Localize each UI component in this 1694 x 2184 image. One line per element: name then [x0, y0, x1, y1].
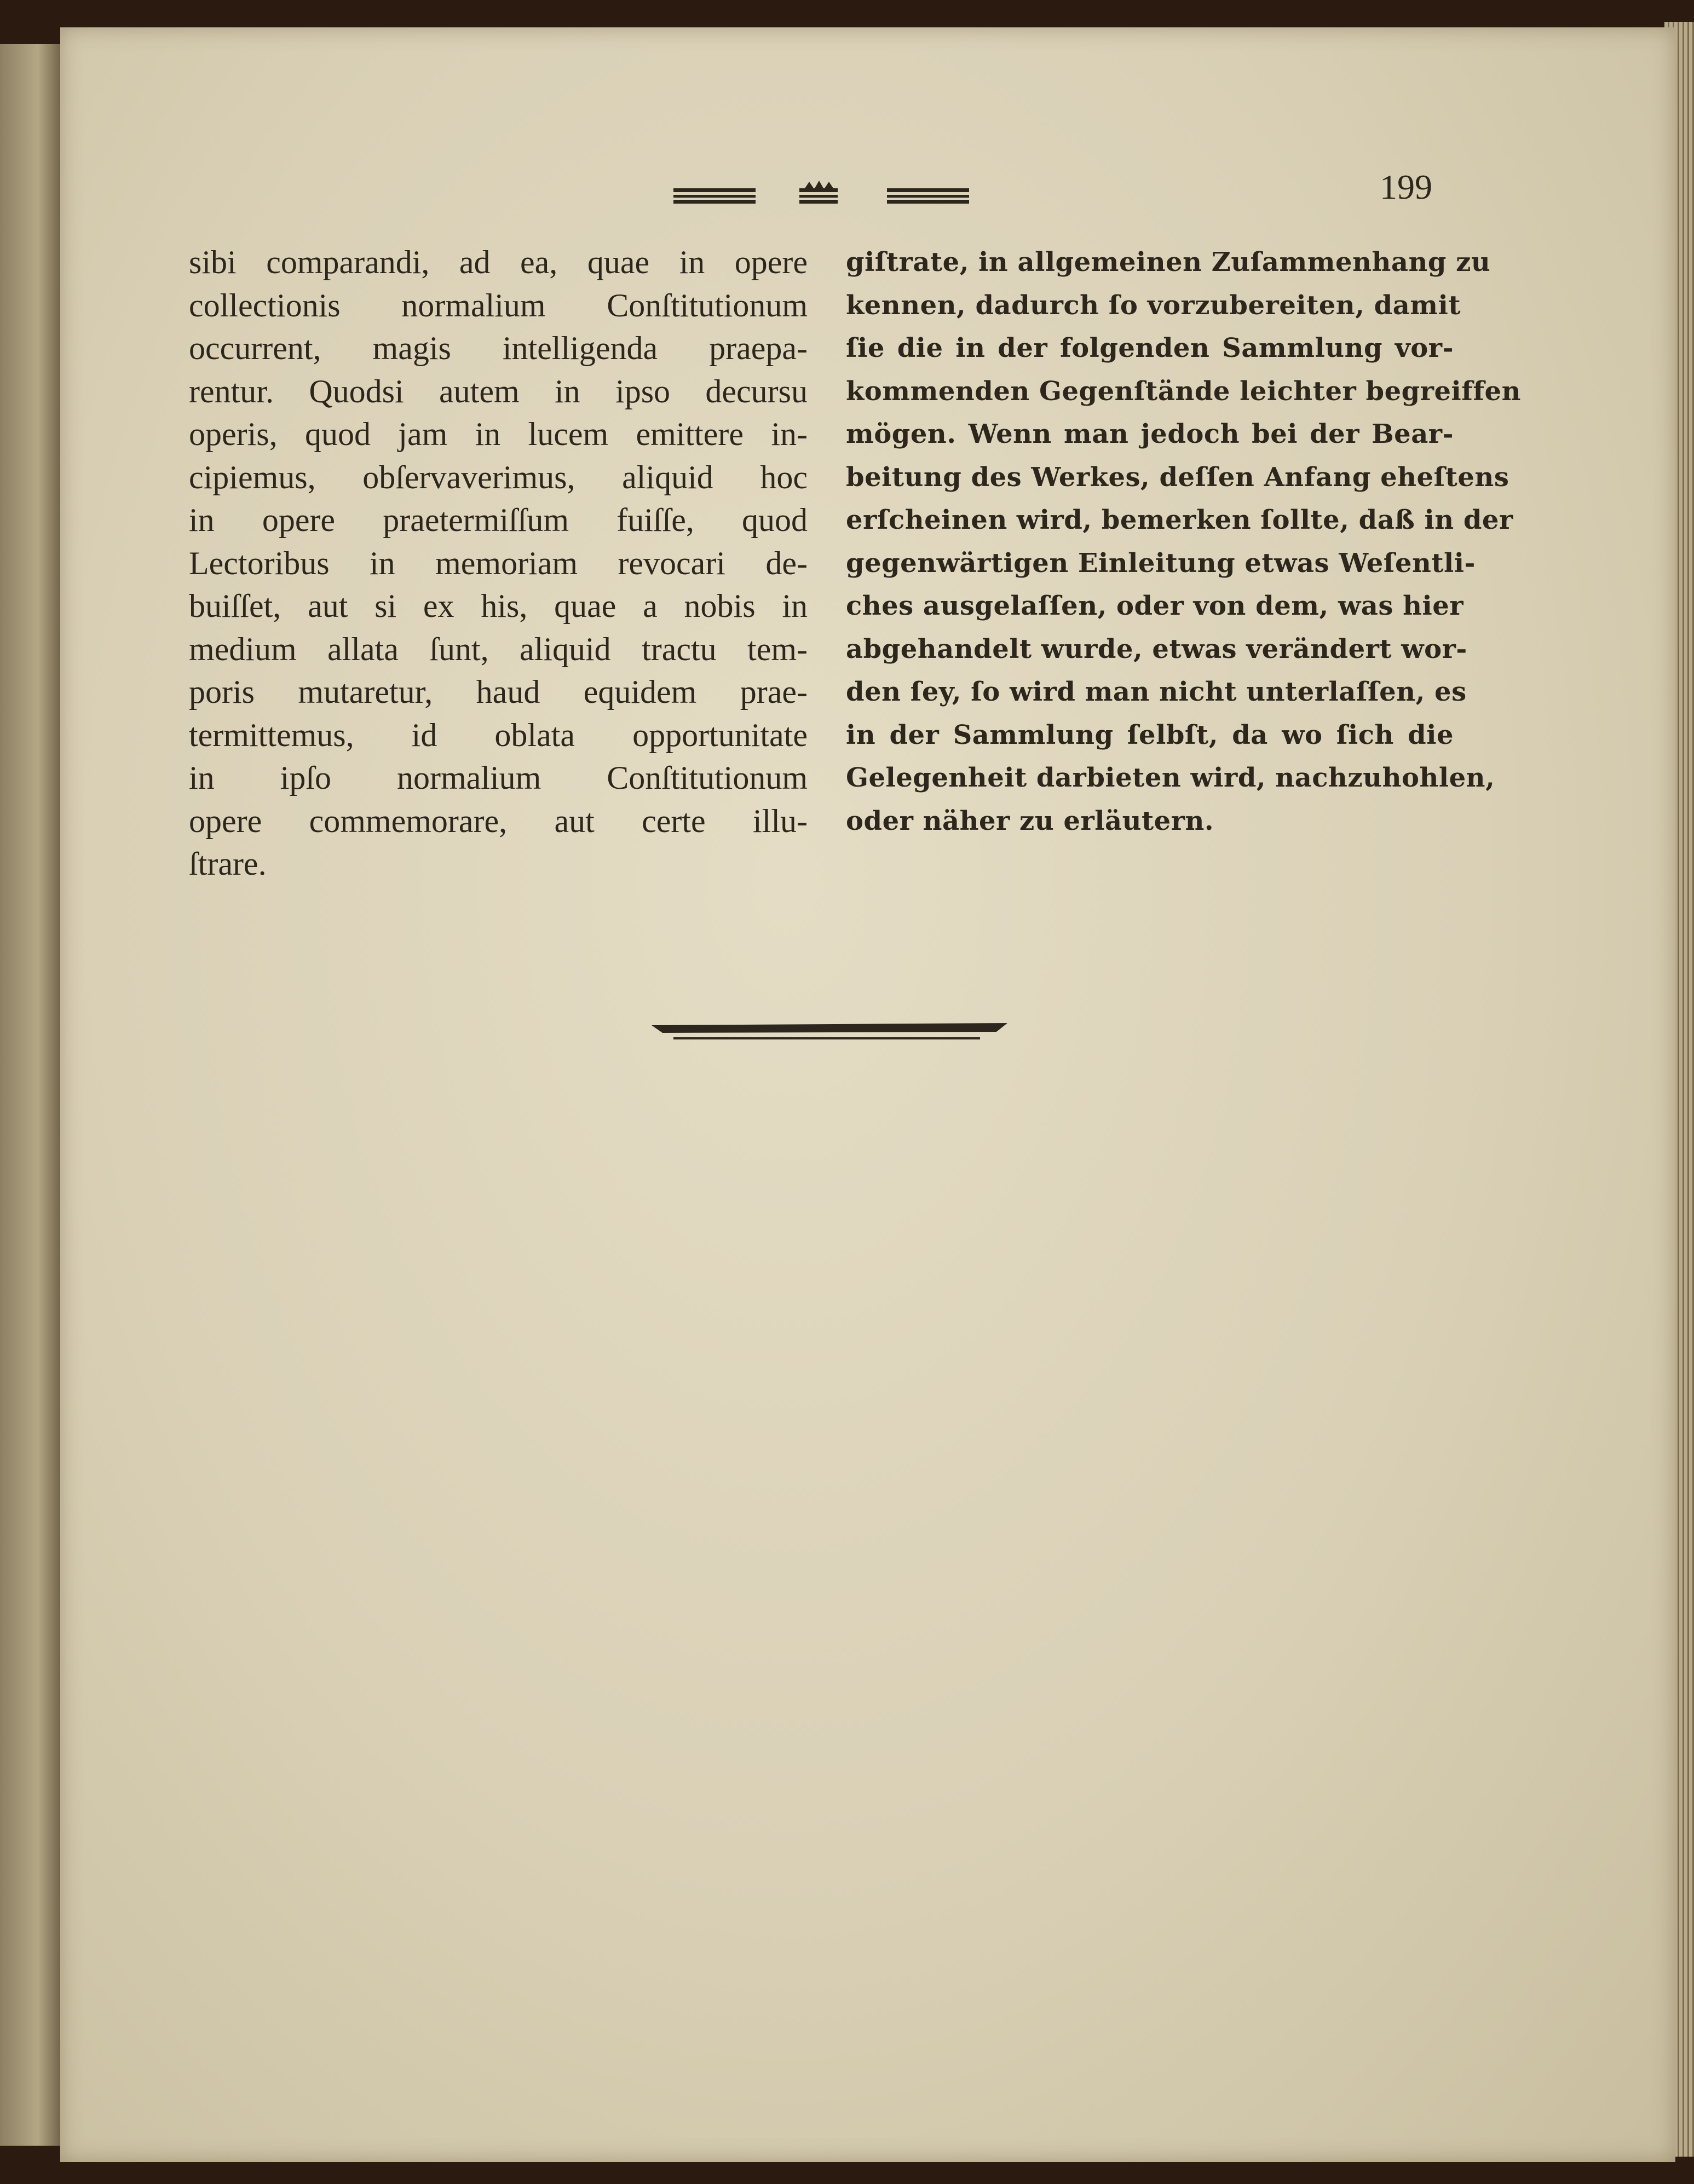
text-line: ſtrare.	[189, 846, 267, 882]
text-line: beitung des Werkes, deſſen Anfang eheſtens	[846, 461, 1509, 493]
text-line: Lectoribus in memoriam revocari de-	[189, 545, 808, 581]
text-line: Gelegenheit darbieten wird, nachzuhohlen,	[846, 762, 1495, 793]
left-page-edge	[0, 44, 63, 2146]
text-line: gegenwärtigen Einleitung etwas Weſentli-	[846, 547, 1476, 579]
text-line: medium allata ſunt, aliquid tractu tem-	[189, 631, 808, 667]
text-line: sibi comparandi, ad ea, quae in opere	[189, 244, 808, 280]
text-line: occurrent, magis intelligenda praepa-	[189, 330, 808, 366]
latin-text-column	[189, 241, 808, 886]
text-line: opere commemorare, aut certe illu-	[189, 802, 808, 839]
text-line: buiſſet, aut si ex his, quae a nobis in	[189, 588, 808, 624]
text-line: giſtrate, in allgemeinen Zuſammenhang zu	[846, 247, 1491, 278]
text-line: oder näher zu erläutern.	[846, 805, 1214, 836]
text-line: in opere praetermiſſum fuiſſe, quod	[189, 502, 808, 538]
german-text-column	[846, 241, 1521, 842]
text-line: kennen, dadurch ſo vorzubereiten, damit	[846, 290, 1461, 321]
text-line: collectionis normalium Conſtitutionum	[189, 287, 808, 323]
text-line: termittemus, id oblata opportunitate	[189, 717, 808, 753]
text-line: in der Sammlung ſelbſt, da wo ſich die	[846, 719, 1454, 750]
text-line: cipiemus, obſervaverimus, aliquid hoc	[189, 459, 808, 495]
text-line: kommenden Gegenſtände leichter begreiffen	[846, 375, 1521, 407]
section-end-rule	[652, 1021, 1007, 1048]
text-line: den ſey, ſo wird man nicht unterlaſſen, es	[846, 677, 1467, 707]
text-line: abgehandelt wurde, etwas verändert wor-	[846, 633, 1467, 665]
text-line: rentur. Quodsi autem in ipso decursu	[189, 373, 808, 409]
text-line: in ipſo normalium Conſtitutionum	[189, 760, 808, 796]
text-line: ſie die in der folgenden Sammlung vor-	[846, 333, 1454, 363]
text-line: operis, quod jam in lucem emittere in-	[189, 416, 808, 452]
text-line: poris mutaretur, haud equidem prae-	[189, 674, 808, 710]
header-ornament	[673, 181, 969, 213]
text-line: ches ausgelaſſen, oder von dem, was hier	[846, 591, 1464, 621]
page-number: 199	[1380, 167, 1432, 206]
text-line: erſcheinen wird, bemerken ſollte, daß in der	[846, 505, 1513, 535]
text-line: mögen. Wenn man jedoch bei der Bear-	[846, 419, 1454, 449]
